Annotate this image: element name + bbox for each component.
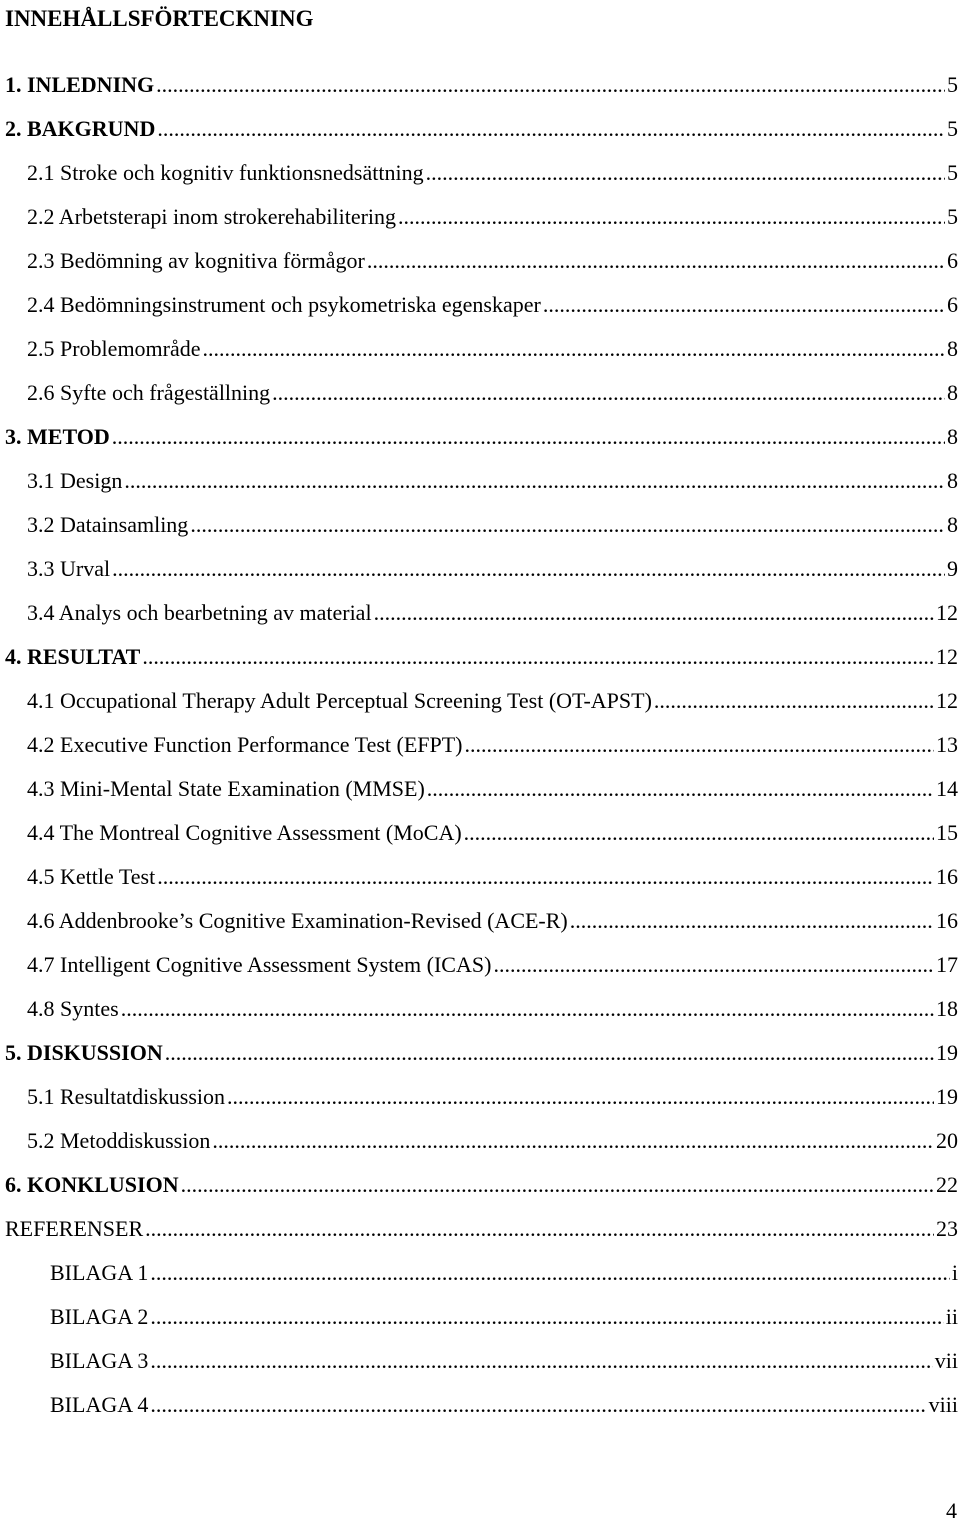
- toc-entry-3-4[interactable]: [0, 598, 960, 642]
- toc-entry-label: 2.6 Syfte och frågeställning: [27, 380, 271, 405]
- toc-entry-label: 2.3 Bedömning av kognitiva förmågor: [27, 248, 365, 273]
- dot-leader: [142, 642, 934, 672]
- dot-leader: [374, 598, 934, 628]
- toc-entry-label: 3.2 Datainsamling: [27, 512, 189, 537]
- toc-entry-page: 5: [947, 204, 958, 229]
- toc-entry-2-1[interactable]: [0, 158, 960, 202]
- toc-entry-4-5[interactable]: [0, 862, 960, 906]
- toc-entry-5-1[interactable]: [0, 1082, 960, 1126]
- toc-entry-page: viii: [928, 1392, 958, 1417]
- toc-entry-page: 5: [947, 160, 958, 185]
- toc-entry-label: 6. KONKLUSION: [5, 1172, 179, 1197]
- dot-leader: [145, 1214, 934, 1244]
- toc-entry-page: 19: [936, 1084, 958, 1109]
- toc-entry-bilaga-2[interactable]: [0, 1302, 960, 1346]
- toc-entry-4-6[interactable]: [0, 906, 960, 950]
- dot-leader: [203, 334, 945, 364]
- toc-entry-page: 6: [947, 248, 958, 273]
- toc-entry-3-1[interactable]: [0, 466, 960, 510]
- toc-entry-page: 20: [936, 1128, 958, 1153]
- toc-entry-resultat[interactable]: [0, 642, 960, 686]
- dot-leader: [426, 158, 945, 188]
- toc-entry-page: 8: [947, 336, 958, 361]
- toc-entry-2-3[interactable]: [0, 246, 960, 290]
- toc-entry-label: BILAGA 3: [50, 1348, 149, 1373]
- toc-entry-referenser[interactable]: [0, 1214, 960, 1258]
- toc-entry-label: 3.3 Urval: [27, 556, 111, 581]
- toc-entry-label: 4.5 Kettle Test: [27, 864, 156, 889]
- toc-entry-page: 16: [936, 864, 958, 889]
- dot-leader: [150, 1390, 926, 1420]
- toc-entry-label: 4.2 Executive Function Performance Test (EFPT): [27, 732, 463, 757]
- toc-entry-page: 12: [936, 688, 958, 713]
- toc-entry-page: ii: [945, 1304, 958, 1329]
- toc-entry-page: 17: [936, 952, 958, 977]
- dot-leader: [150, 1346, 932, 1376]
- page-title: INNEHÅLLSFÖRTECKNING: [5, 6, 314, 31]
- dot-leader: [156, 70, 945, 100]
- toc-entry-page: 12: [936, 600, 958, 625]
- dot-leader: [157, 114, 945, 144]
- dot-leader: [124, 466, 945, 496]
- toc-entry-label: 2.5 Problemområde: [27, 336, 201, 361]
- toc-entry-inledning[interactable]: [0, 70, 960, 114]
- toc-entry-label: 4.1 Occupational Therapy Adult Perceptual Screening Test (OT-APST): [27, 688, 652, 713]
- dot-leader: [272, 378, 945, 408]
- toc-entry-label: 4.3 Mini-Mental State Examination (MMSE): [27, 776, 425, 801]
- toc-entry-label: 2.4 Bedömningsinstrument och psykometriska egenskaper: [27, 292, 541, 317]
- toc-entry-4-3[interactable]: [0, 774, 960, 818]
- toc-entry-page: 9: [947, 556, 958, 581]
- toc-entry-2-4[interactable]: [0, 290, 960, 334]
- dot-leader: [150, 1258, 949, 1288]
- toc-entry-label: 4.8 Syntes: [27, 996, 119, 1021]
- dot-leader: [212, 1126, 934, 1156]
- toc-entry-label: 4.6 Addenbrooke’s Cognitive Examination-Revised (ACE-R): [27, 908, 568, 933]
- dot-leader: [367, 246, 945, 276]
- toc-entry-4-7[interactable]: [0, 950, 960, 994]
- dot-leader: [427, 774, 934, 804]
- toc-entry-label: BILAGA 4: [50, 1392, 149, 1417]
- toc-entry-page: 22: [936, 1172, 958, 1197]
- toc-entry-label: 2.1 Stroke och kognitiv funktionsnedsättning: [27, 160, 424, 185]
- toc-entry-2-2[interactable]: [0, 202, 960, 246]
- toc-entry-label: 2.2 Arbetsterapi inom strokerehabilitering: [27, 204, 397, 229]
- table-of-contents: [0, 70, 960, 1434]
- toc-entry-metod[interactable]: [0, 422, 960, 466]
- toc-entry-label: BILAGA 2: [50, 1304, 149, 1329]
- toc-entry-label: 5. DISKUSSION: [5, 1040, 163, 1065]
- dot-leader: [464, 818, 934, 848]
- toc-entry-page: 15: [936, 820, 958, 845]
- toc-entry-bilaga-4[interactable]: [0, 1390, 960, 1434]
- toc-entry-page: 13: [936, 732, 958, 757]
- dot-leader: [570, 906, 934, 936]
- toc-entry-bilaga-3[interactable]: [0, 1346, 960, 1390]
- dot-leader: [150, 1302, 943, 1332]
- toc-entry-diskussion[interactable]: [0, 1038, 960, 1082]
- toc-entry-page: 8: [947, 468, 958, 493]
- toc-entry-bakgrund[interactable]: [0, 114, 960, 158]
- toc-entry-page: 18: [936, 996, 958, 1021]
- toc-entry-bilaga-1[interactable]: [0, 1258, 960, 1302]
- toc-entry-page: vii: [934, 1348, 958, 1373]
- toc-entry-label: 1. INLEDNING: [5, 72, 155, 97]
- toc-entry-page: i: [951, 1260, 958, 1285]
- toc-entry-page: 8: [947, 424, 958, 449]
- toc-entry-page: 16: [936, 908, 958, 933]
- toc-entry-label: 5.2 Metoddiskussion: [27, 1128, 211, 1153]
- dot-leader: [121, 994, 934, 1024]
- toc-entry-page: 6: [947, 292, 958, 317]
- toc-entry-label: 2. BAKGRUND: [5, 116, 156, 141]
- dot-leader: [398, 202, 945, 232]
- toc-entry-label: REFERENSER: [5, 1216, 144, 1241]
- toc-entry-label: 3.4 Analys och bearbetning av material: [27, 600, 372, 625]
- toc-entry-3-2[interactable]: [0, 510, 960, 554]
- dot-leader: [112, 554, 945, 584]
- toc-entry-page: 5: [947, 116, 958, 141]
- toc-entry-konklusion[interactable]: [0, 1170, 960, 1214]
- dot-leader: [543, 290, 945, 320]
- toc-entry-4-8[interactable]: [0, 994, 960, 1038]
- dot-leader: [112, 422, 945, 452]
- dot-leader: [181, 1170, 934, 1200]
- toc-entry-4-2[interactable]: [0, 730, 960, 774]
- toc-entry-5-2[interactable]: [0, 1126, 960, 1170]
- toc-entry-page: 8: [947, 512, 958, 537]
- toc-entry-2-6[interactable]: [0, 378, 960, 422]
- toc-entry-page: 14: [936, 776, 958, 801]
- dot-leader: [465, 730, 934, 760]
- toc-entry-label: BILAGA 1: [50, 1260, 149, 1285]
- page-number: 4: [946, 1498, 957, 1523]
- toc-entry-label: 4.7 Intelligent Cognitive Assessment System (ICAS): [27, 952, 492, 977]
- toc-entry-4-4[interactable]: [0, 818, 960, 862]
- dot-leader: [190, 510, 945, 540]
- toc-entry-label: 4. RESULTAT: [5, 644, 141, 669]
- toc-entry-page: 5: [947, 72, 958, 97]
- dot-leader: [493, 950, 934, 980]
- toc-entry-label: 5.1 Resultatdiskussion: [27, 1084, 226, 1109]
- dot-leader: [165, 1038, 934, 1068]
- toc-entry-label: 4.4 The Montreal Cognitive Assessment (MoCA): [27, 820, 462, 845]
- toc-entry-4-1[interactable]: [0, 686, 960, 730]
- toc-entry-page: 8: [947, 380, 958, 405]
- toc-entry-label: 3.1 Design: [27, 468, 123, 493]
- toc-entry-page: 12: [936, 644, 958, 669]
- toc-entry-label: 3. METOD: [5, 424, 110, 449]
- toc-entry-page: 19: [936, 1040, 958, 1065]
- toc-entry-2-5[interactable]: [0, 334, 960, 378]
- toc-entry-page: 23: [936, 1216, 958, 1241]
- dot-leader: [157, 862, 934, 892]
- toc-entry-3-3[interactable]: [0, 554, 960, 598]
- dot-leader: [654, 686, 934, 716]
- dot-leader: [227, 1082, 934, 1112]
